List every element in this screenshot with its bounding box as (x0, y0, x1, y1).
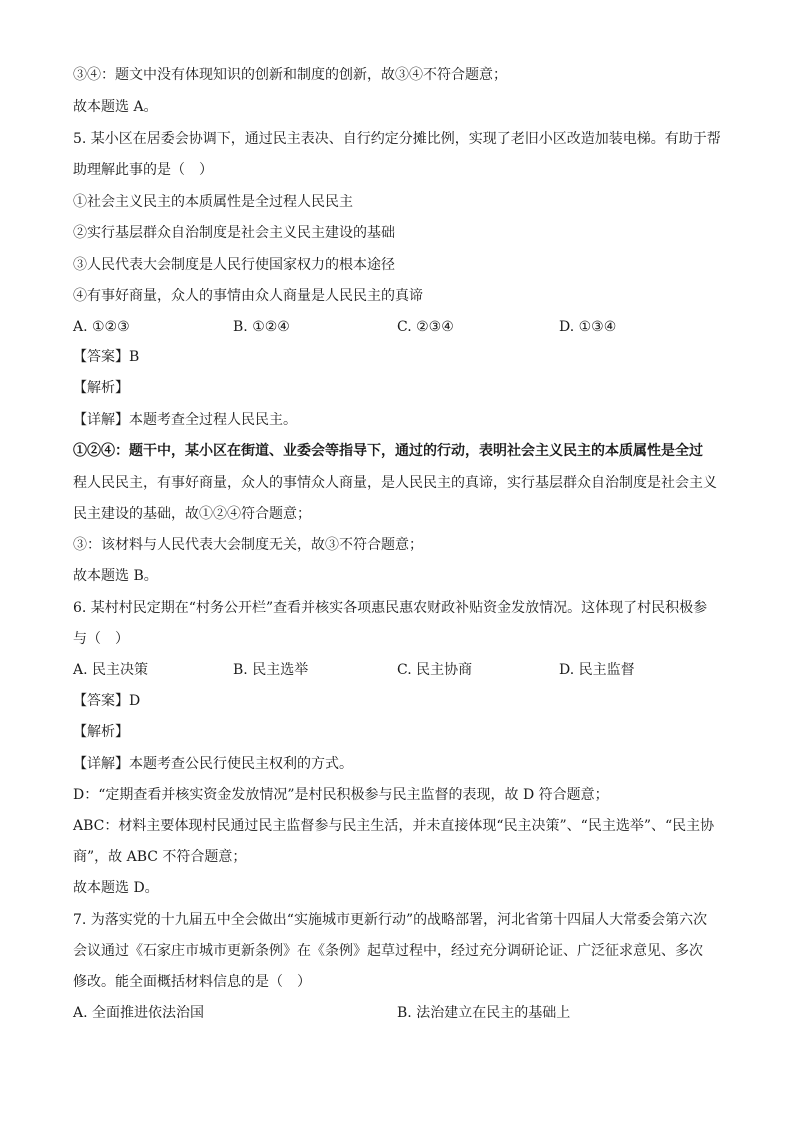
q5-option-a: A. ①②③ (73, 319, 130, 335)
q6-options (73, 660, 728, 680)
q7-option-b: B. 法治建立在民主的基础上 (397, 1005, 571, 1021)
q7-stem-line2: 会议通过《石家庄市城市更新条例》在《条例》起草过程中，经过充分调研论证、广泛征求意见、多次 (73, 943, 703, 959)
q6-answer: 【答案】D (73, 693, 141, 709)
q5-explanation-line2: 程人民民主，有事好商量，众人的事情众人商量，是人民民主的真谛，实行基层群众自治制度是社会主义 (73, 475, 717, 491)
q5-stem-line1: 5. 某小区在居委会协调下，通过民主表决、自行约定分摊比例，实现了老旧小区改造加装电梯。有助于帮 (73, 131, 721, 147)
q4-conclusion: 故本题选 A。 (73, 99, 158, 115)
q5-explanation-line1: ①②④：题干中，某小区在街道、业委会等指导下，通过的行动，表明社会主义民主的本质属性是全过 (73, 443, 703, 459)
q4-explanation: ③④：题文中没有体现知识的创新和制度的创新，故③④不符合题意； (73, 67, 507, 83)
q5-conclusion: 故本题选 B。 (73, 568, 158, 584)
q5-item-2: ②实行基层群众自治制度是社会主义民主建设的基础 (73, 225, 395, 241)
q5-answer: 【答案】B (73, 349, 140, 365)
q5-detail: 【详解】本题考查全过程人民民主。 (73, 412, 297, 428)
q5-analysis-label: 【解析】 (73, 380, 129, 396)
q5-option-d: D. ①③④ (559, 319, 617, 335)
q7-stem-line1: 7. 为落实党的十九届五中全会做出“实施城市更新行动”的战略部署，河北省第十四届人大常委会第六次 (73, 912, 708, 928)
q6-option-a: A. 民主决策 (73, 662, 149, 678)
q5-option-c: C. ②③④ (397, 319, 454, 335)
q7-stem-line3: 修改。能全面概括材料信息的是（ ） (73, 974, 311, 990)
q6-explanation-line2: ABC：材料主要体现村民通过民主监督参与民主生活，并未直接体现“民主决策”、“民主选举”、“民主协 (73, 818, 715, 834)
q5-explanation-line3: 民主建设的基础，故①②④符合题意； (73, 506, 311, 522)
q5-explanation-line4: ③：该材料与人民代表大会制度无关，故③不符合题意； (73, 537, 423, 553)
q5-stem-line2: 助理解此事的是（ ） (73, 162, 213, 178)
q6-option-c: C. 民主协商 (397, 662, 473, 678)
q6-stem-line1: 6. 某村村民定期在“村务公开栏”查看并核实各项惠民惠农财政补贴资金发放情况。这体现了村民积极参 (73, 600, 708, 616)
q5-options (73, 317, 728, 337)
q6-stem-line2: 与（ ） (73, 631, 129, 647)
q6-analysis-label: 【解析】 (73, 724, 129, 740)
q6-option-b: B. 民主选举 (233, 662, 309, 678)
q7-options (73, 1003, 728, 1023)
q5-item-1: ①社会主义民主的本质属性是全过程人民民主 (73, 194, 353, 210)
q6-conclusion: 故本题选 D。 (73, 880, 159, 896)
q5-item-3: ③人民代表大会制度是人民行使国家权力的根本途径 (73, 257, 395, 273)
q7-option-a: A. 全面推进依法治国 (73, 1005, 205, 1021)
q6-detail: 【详解】本题考查公民行使民主权利的方式。 (73, 756, 353, 772)
q6-explanation-line1: D：“定期查看并核实资金发放情况”是村民积极参与民主监督的表现，故 D 符合题意； (73, 787, 609, 803)
q6-explanation-line3: 商”，故 ABC 不符合题意； (73, 849, 247, 865)
q5-item-4: ④有事好商量，众人的事情由众人商量是人民民主的真谛 (73, 288, 423, 304)
q6-option-d: D. 民主监督 (559, 662, 635, 678)
q5-option-b: B. ①②④ (233, 319, 290, 335)
